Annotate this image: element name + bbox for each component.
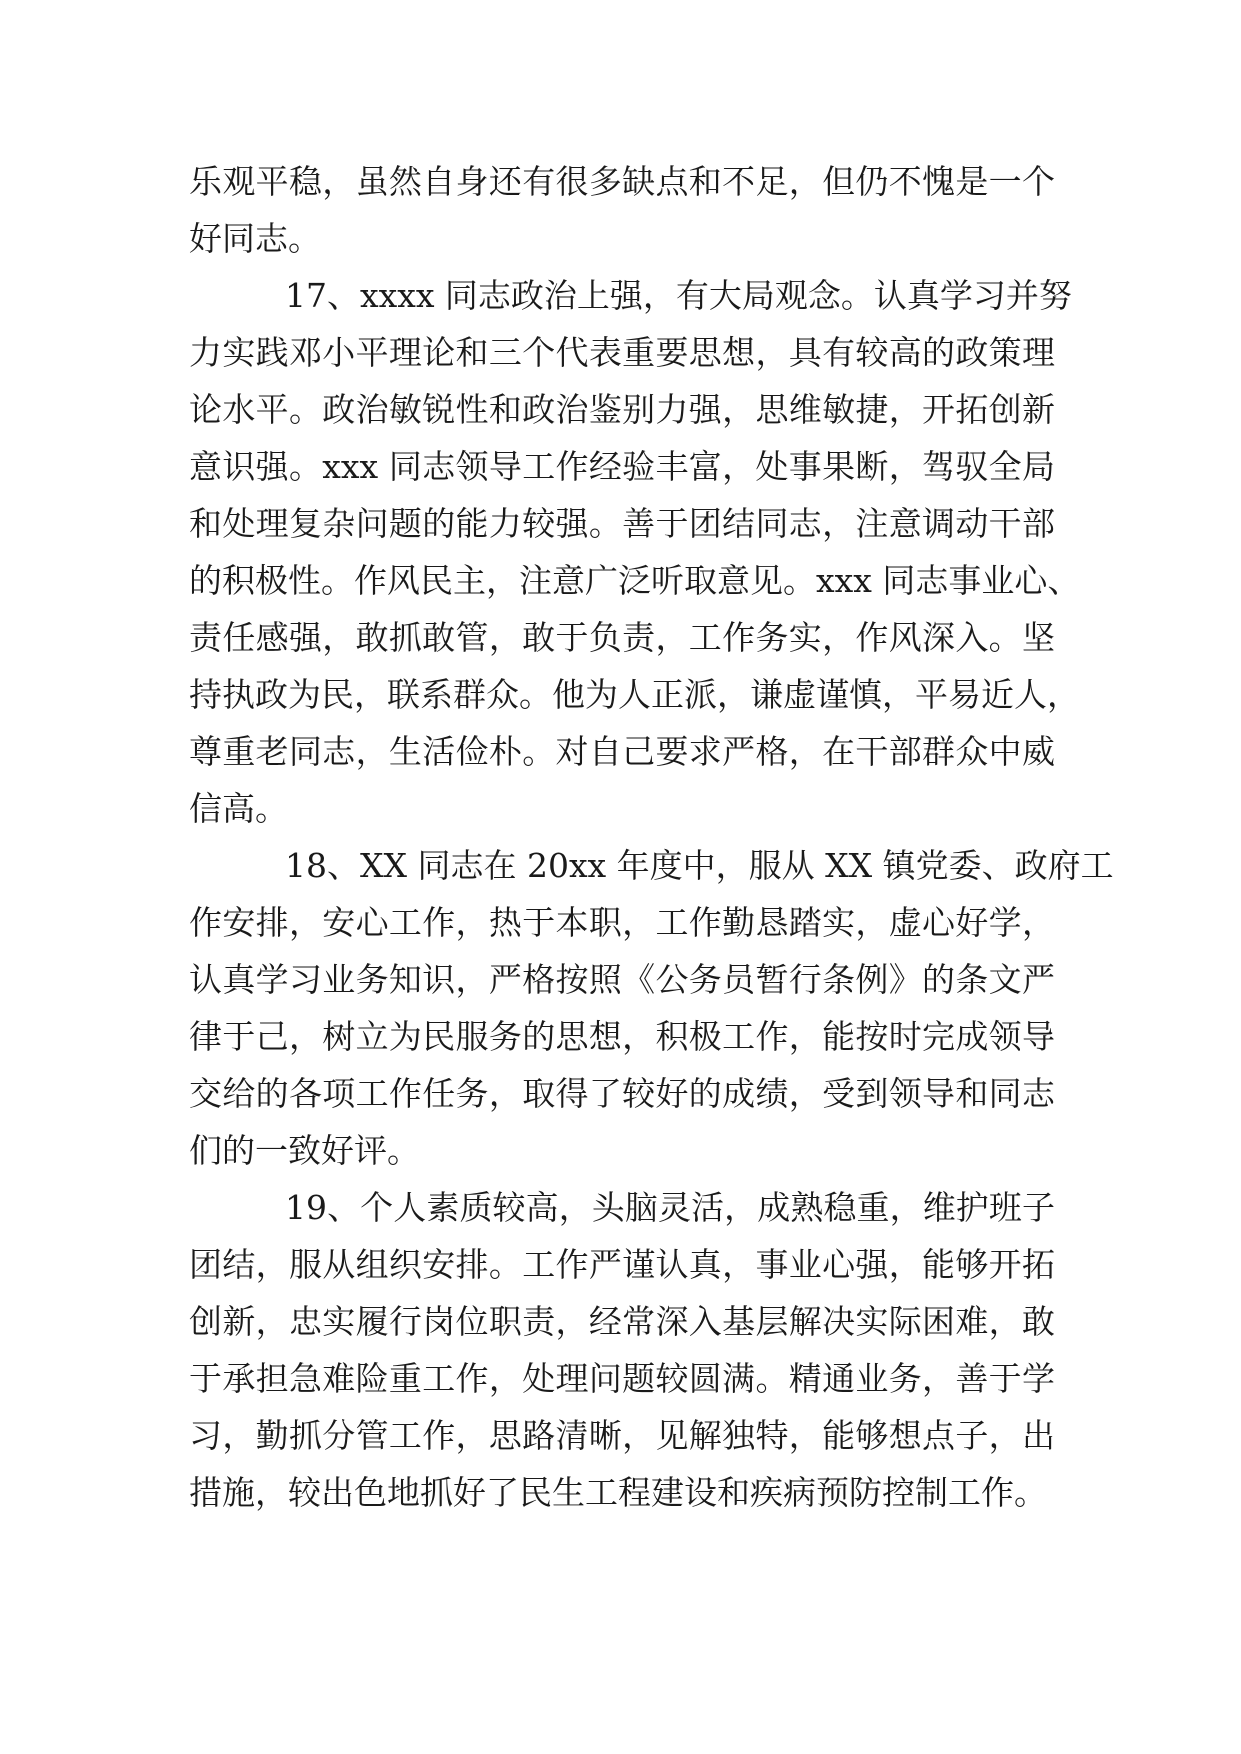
text-line: 乐观平稳，虽然自身还有很多缺点和不足，但仍不愧是一个 <box>189 162 1055 201</box>
text-line: 创新，忠实履行岗位职责，经常深入基层解决实际困难，敢 <box>189 1302 1055 1341</box>
text-line: 意识强。xxx 同志领导工作经验丰富，处事果断，驾驭全局 <box>189 447 1055 486</box>
document-body <box>189 153 1114 1521</box>
text-line: 持执政为民，联系群众。他为人正派，谦虚谨慎，平易近人， <box>189 675 1080 714</box>
text-line: 团结，服从组织安排。工作严谨认真，事业心强，能够开拓 <box>189 1245 1055 1284</box>
text-line: 尊重老同志，生活俭朴。对自己要求严格，在干部群众中威 <box>189 732 1055 771</box>
text-line: 律于己，树立为民服务的思想，积极工作，能按时完成领导 <box>189 1017 1055 1056</box>
text-line: 18、XX 同志在 20xx 年度中，服从 XX 镇党委、政府工 <box>285 846 1114 885</box>
text-line: 好同志。 <box>189 219 321 258</box>
paragraph-19 <box>189 1179 1055 1521</box>
text-line: 责任感强，敢抓敢管，敢于负责，工作务实，作风深入。坚 <box>189 618 1055 657</box>
paragraph-continuation <box>189 153 1055 267</box>
text-line: 认真学习业务知识，严格按照《公务员暂行条例》的条文严 <box>189 960 1055 999</box>
text-line: 和处理复杂问题的能力较强。善于团结同志，注意调动干部 <box>189 504 1055 543</box>
paragraph-18 <box>189 837 1114 1179</box>
text-line: 措施，较出色地抓好了民生工程建设和疾病预防控制工作。 <box>189 1473 1047 1512</box>
text-line: 们的一致好评。 <box>189 1131 420 1170</box>
text-line: 交给的各项工作任务，取得了较好的成绩，受到领导和同志 <box>189 1074 1055 1113</box>
text-line: 作安排，安心工作，热于本职，工作勤恳踏实，虚心好学， <box>189 903 1055 942</box>
text-line: 力实践邓小平理论和三个代表重要思想，具有较高的政策理 <box>189 333 1055 372</box>
text-line: 习，勤抓分管工作，思路清晰，见解独特，能够想点子，出 <box>189 1416 1055 1455</box>
text-line: 论水平。政治敏锐性和政治鉴别力强，思维敏捷，开拓创新 <box>189 390 1055 429</box>
text-line: 信高。 <box>189 789 288 828</box>
text-line: 的积极性。作风民主，注意广泛听取意见。xxx 同志事业心、 <box>189 561 1081 600</box>
text-line: 于承担急难险重工作，处理问题较圆满。精通业务，善于学 <box>189 1359 1055 1398</box>
paragraph-17 <box>189 267 1081 837</box>
text-line: 17、xxxx 同志政治上强，有大局观念。认真学习并努 <box>285 276 1072 315</box>
text-line: 19、个人素质较高，头脑灵活，成熟稳重，维护班子 <box>285 1188 1055 1227</box>
